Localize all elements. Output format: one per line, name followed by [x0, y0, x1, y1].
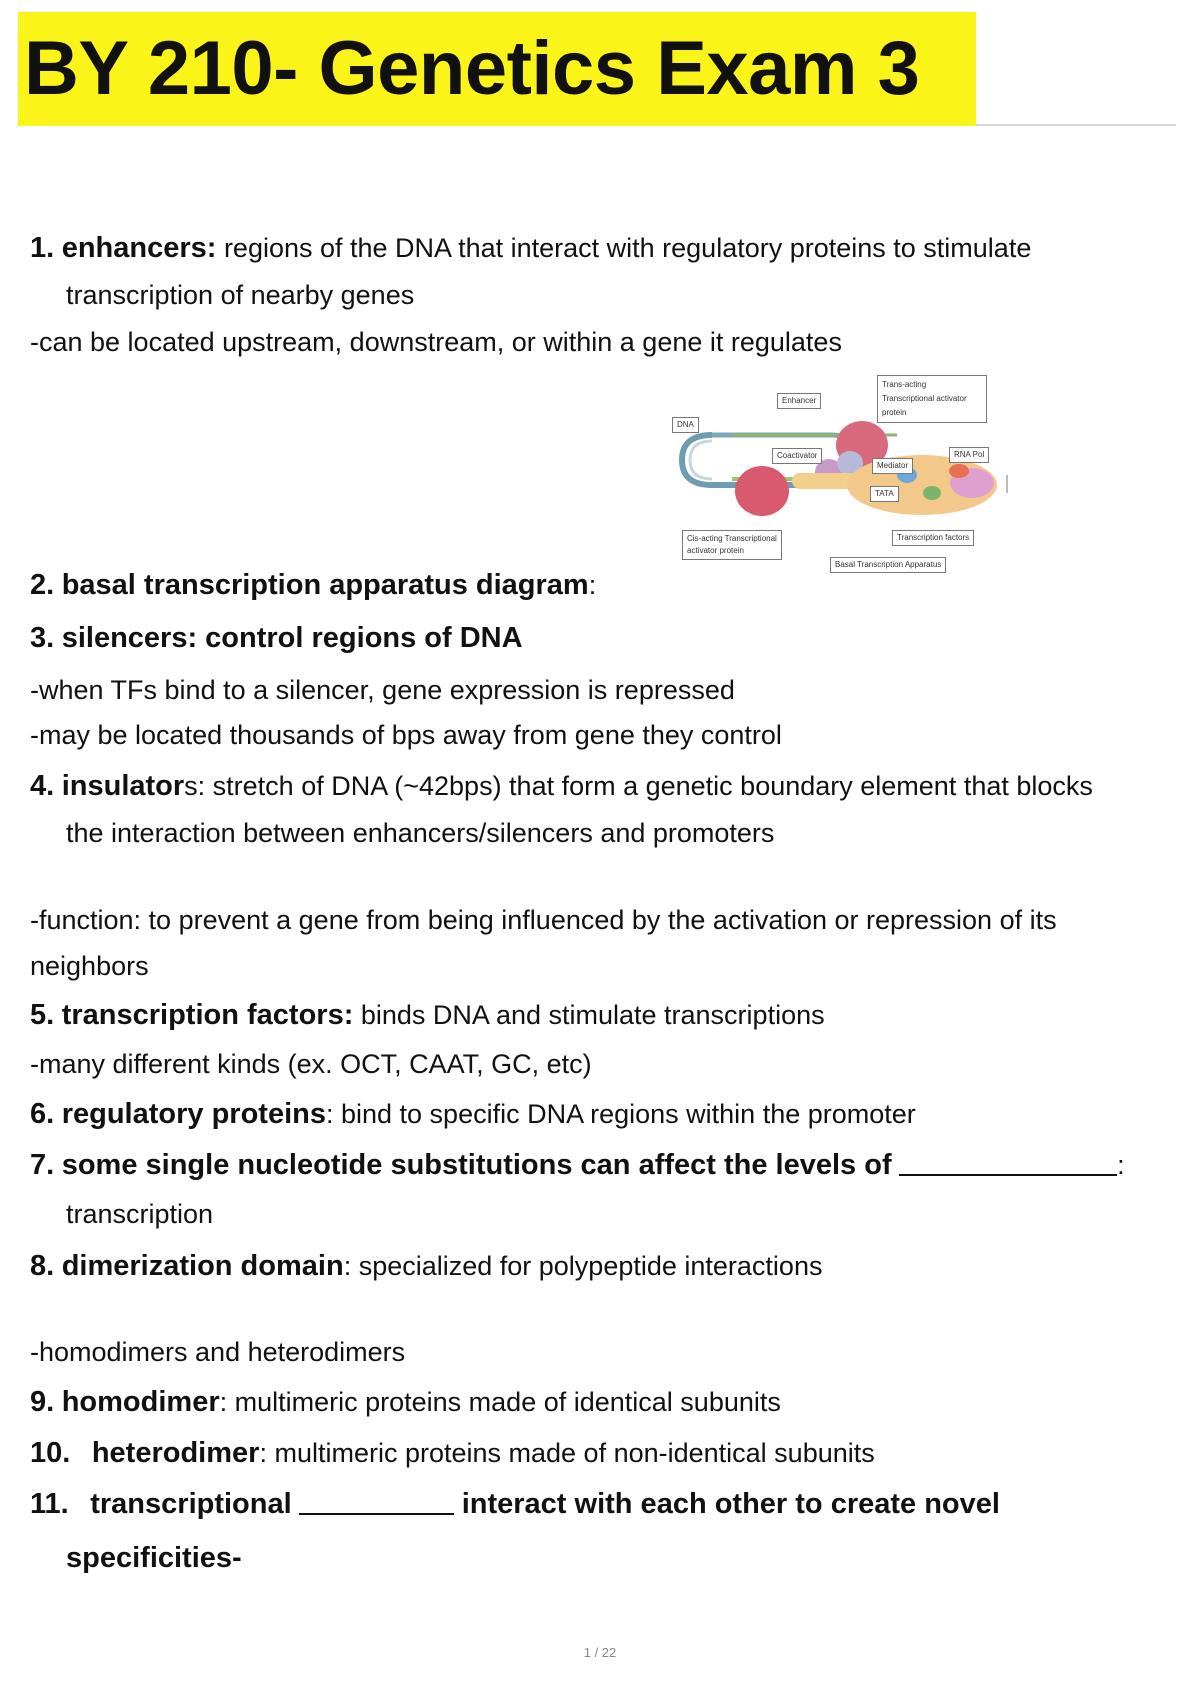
item-number: 5. — [30, 999, 55, 1031]
item-definition: : specialized for polypeptide interactions — [343, 1251, 823, 1281]
page-number: 1 / 22 — [583, 1645, 617, 1660]
diagram-label-cis-acting — [682, 530, 782, 560]
item-term: regulatory proteins — [61, 1098, 326, 1130]
item-11 — [30, 1486, 1000, 1522]
item-number: 10. — [30, 1437, 71, 1469]
item-term: basal transcription apparatus diagram — [61, 569, 589, 601]
note-line: -function: to prevent a gene from being influenced by the activation or repression of its — [30, 905, 1057, 935]
item-7 — [30, 1147, 1125, 1183]
diagram-label-basal-apparatus: Basal Transcription Apparatus — [830, 557, 946, 573]
item-2 — [30, 567, 596, 603]
basal-transcription-diagram — [672, 375, 1022, 580]
diagram-label-line: activator protein — [687, 546, 744, 555]
note-line: -many different kinds (ex. OCT, CAAT, GC, etc) — [30, 1049, 592, 1079]
item-definition: : bind to specific DNA regions within the promoter — [325, 1099, 916, 1129]
item-number: 2. — [30, 569, 55, 601]
item-7-continuation: transcription — [66, 1199, 214, 1229]
item-4-continuation: the interaction between enhancers/silencers and promoters — [66, 818, 775, 848]
item-number: 3. — [30, 622, 55, 654]
item-term-continuation: interact with each other to create novel — [461, 1488, 1000, 1520]
item-6 — [30, 1096, 916, 1132]
page-title: BY 210- Genetics Exam 3 — [18, 12, 976, 126]
item-term: silencers: control regions of DNA — [61, 622, 523, 654]
diagram-label-line: Trans-acting — [882, 380, 927, 389]
item-10 — [30, 1435, 875, 1471]
title-rule — [976, 124, 1176, 126]
item-number: 1. — [30, 232, 55, 264]
item-term: transcription factors: — [61, 999, 354, 1031]
item-number: 6. — [30, 1098, 55, 1130]
item-term: insulator — [61, 770, 185, 802]
item-definition: regions of the DNA that interact with regulatory proteins to stimulate — [216, 233, 1032, 263]
item-5 — [30, 997, 825, 1033]
item-definition: : multimeric proteins made of non-identical subunits — [259, 1438, 875, 1468]
item-number: 9. — [30, 1386, 55, 1418]
note-line: neighbors — [30, 951, 149, 981]
item-11-continuation: specificities- — [66, 1542, 242, 1574]
item-3 — [30, 620, 523, 656]
diagram-label-tata: TATA — [870, 486, 899, 502]
item-number: 4. — [30, 770, 55, 802]
item-8 — [30, 1248, 822, 1284]
item-definition: : — [588, 570, 597, 600]
diagram-label-mediator: Mediator — [872, 458, 913, 474]
item-term: homodimer — [61, 1386, 220, 1418]
diagram-label-dna: DNA — [672, 417, 699, 433]
item-definition: s: stretch of DNA (~42bps) that form a genetic boundary element that blocks — [184, 771, 1093, 801]
diagram-label-line: Transcriptional activator — [882, 394, 967, 403]
diagram-label-trans-acting — [877, 375, 987, 423]
item-definition: : multimeric proteins made of identical subunits — [219, 1387, 781, 1417]
item-4 — [30, 768, 1093, 804]
item-1-continuation: transcription of nearby genes — [66, 280, 415, 310]
fill-in-blank — [899, 1148, 1117, 1176]
item-number: 8. — [30, 1250, 55, 1282]
note-line: -homodimers and heterodimers — [30, 1337, 406, 1367]
note-line: -may be located thousands of bps away from gene they control — [30, 720, 782, 750]
note-line: -can be located upstream, downstream, or within a gene it regulates — [30, 327, 842, 357]
diagram-label-transcription-factors: Transcription factors — [892, 530, 974, 546]
diagram-label-line: protein — [882, 408, 907, 417]
diagram-label-coactivator: Coactivator — [772, 448, 822, 464]
item-term: transcriptional — [90, 1488, 292, 1520]
item-term: heterodimer — [91, 1437, 260, 1469]
diagram-label-rna-pol: RNA Pol — [949, 447, 989, 463]
diagram-label-enhancer: Enhancer — [777, 393, 821, 409]
item-9 — [30, 1384, 781, 1420]
item-definition: : — [1117, 1150, 1125, 1180]
item-term: enhancers: — [61, 232, 217, 264]
note-line: -when TFs bind to a silencer, gene expression is repressed — [30, 675, 735, 705]
item-1 — [30, 230, 1031, 266]
item-number: 7. — [30, 1149, 55, 1181]
item-term: some single nucleotide substitutions can affect the levels of — [61, 1149, 892, 1181]
item-number: 11. — [30, 1488, 69, 1520]
fill-in-blank — [299, 1487, 454, 1515]
item-definition: binds DNA and stimulate transcriptions — [353, 1000, 825, 1030]
diagram-label-line: Cis-acting Transcriptional — [687, 534, 777, 543]
item-term: dimerization domain — [61, 1250, 344, 1282]
